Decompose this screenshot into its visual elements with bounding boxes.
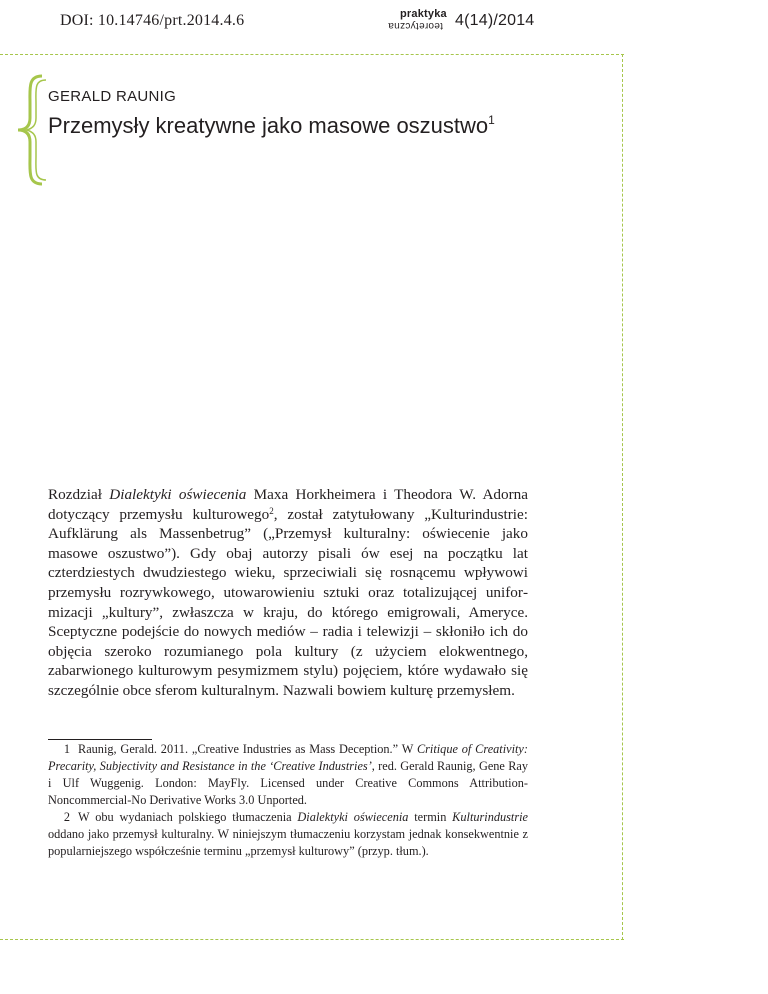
- footnote-text: W obu wydaniach polskiego tłumaczenia: [78, 810, 298, 824]
- journal-masthead: [380, 8, 620, 38]
- body-paragraph: [48, 485, 528, 701]
- footnote-text: Raunig, Gerald. 2011. „Creative Industries as Mass Deception.” W: [78, 742, 417, 756]
- bottom-dashed-border: [0, 939, 624, 940]
- footnote-number: 2: [63, 810, 70, 824]
- title-footnote-ref: 1: [488, 113, 495, 127]
- footnote-separator: [48, 739, 152, 740]
- footnote-text: oddano jako przemysł kulturalny. W niniejszym tłumaczeniu korzystam jednak konsekwentnie z popularniejszego współcześnie terminu „przemysł kulturowy” (przyp. tłum.).: [48, 827, 528, 858]
- footnote-italic: Critique of Creativity: Precarity, Subjectivity and Resistance in the ‘Creative Industries’: [48, 742, 528, 773]
- doi-label: DOI: 10.14746/prt.2014.4.6: [60, 12, 245, 29]
- top-dashed-border: [0, 54, 624, 55]
- body-text-run: Maxa Horkheimera i Theodora W. Adorna dotyczący przemysłu kulturowego: [48, 486, 528, 523]
- footnote-2: [48, 809, 528, 860]
- footnote-text: termin: [408, 810, 453, 824]
- footnote-ref-2: 2: [269, 505, 274, 516]
- journal-name: praktyka: [400, 8, 447, 20]
- right-dashed-border: [622, 54, 623, 940]
- body-text-run: , został zatytułowany „Kulturindustrie: Aufklärung als Massenbetrug” („Przemysł kulturalny: oświecenie jako masowe oszustwo”). Gdy obaj autorzy pisali ów esej na początku lat czterdziestych dwudziestego wieku, sprzeciwiali się rosnącemu wpływowi przemysłu rozrywkowego, utowarowieniu sztuki oraz totalizującej uniformizacji „kultury”, zwłaszcza w kraju, do którego emigrowali, Ameryce. Sceptyczne podejście do nowych mediów – radia i telewizji – skłoniło ich do objęcia szeroko rozumianego pola kultury (z użyciem elokwentnego, zabarwionego kulturowym pesymizmem stylu) pojęciem, które wydawało się szczególnie obce sferom kulturalnym. Nazwali bowiem kulturę przemysłem.: [48, 505, 528, 699]
- journal-subname: teoretyczna: [388, 20, 443, 31]
- author-name: GERALD RAUNIG: [48, 88, 177, 105]
- body-text-run: Rozdział: [48, 486, 110, 503]
- body-italic-title: Dialektyki oświecenia: [109, 486, 247, 503]
- footnote-text: , red. Gerald Raunig, Gene Ray i Ulf Wuggenig. London: MayFly. Licensed under Creative Commons Attribution-Noncommercial-No Derivative Works 3.0 Unported.: [48, 759, 529, 807]
- footnote-italic: Kulturindustrie: [452, 810, 529, 824]
- footnote-italic: Dialektyki oświecenia: [297, 810, 409, 824]
- article-title: [48, 112, 568, 140]
- footnote-number: 1: [63, 742, 70, 756]
- issue-number: 4(14)/2014: [455, 12, 535, 29]
- title-text: Przemysły kreatywne jako masowe oszustwo: [48, 113, 489, 138]
- footnote-1: [48, 741, 528, 809]
- curly-brace-ornament: [14, 74, 46, 186]
